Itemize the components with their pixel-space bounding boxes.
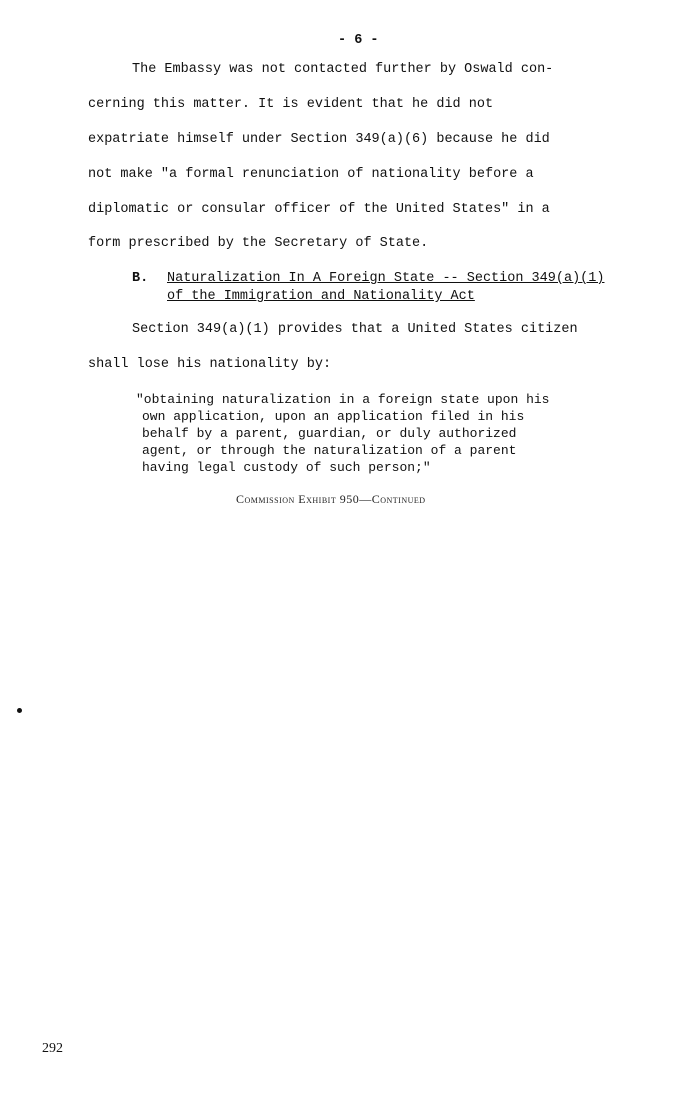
paragraph-line: shall lose his nationality by: <box>88 357 332 372</box>
quote-line: "obtaining naturalization in a foreign state upon his <box>136 392 550 407</box>
quote-line: agent, or through the naturalization of a parent <box>142 443 517 458</box>
page-number: - 6 - <box>338 33 379 48</box>
quote-line: own application, upon an application filed in his <box>142 409 525 424</box>
scan-speck <box>17 708 22 713</box>
quote-line: behalf by a parent, guardian, or duly authorized <box>142 426 517 441</box>
body-line: expatriate himself under Section 349(a)(6) because he did <box>88 132 550 147</box>
body-line: diplomatic or consular officer of the United States" in a <box>88 202 550 217</box>
section-label: B. <box>132 271 149 286</box>
exhibit-caption: Commission Exhibit 950—Continued <box>236 492 426 506</box>
body-line: not make "a formal renunciation of nationality before a <box>88 167 534 182</box>
paragraph-line: Section 349(a)(1) provides that a United States citizen <box>132 322 578 337</box>
body-line: cerning this matter. It is evident that he did not <box>88 97 494 112</box>
section-title-line: Naturalization In A Foreign State -- Section 349(a)(1) <box>167 271 605 286</box>
body-line: The Embassy was not contacted further by Oswald con- <box>132 62 554 77</box>
quote-line: having legal custody of such person;" <box>142 460 431 475</box>
body-line: form prescribed by the Secretary of State. <box>88 236 429 251</box>
folio-number: 292 <box>42 1041 63 1056</box>
section-title-line: of the Immigration and Nationality Act <box>167 289 475 304</box>
